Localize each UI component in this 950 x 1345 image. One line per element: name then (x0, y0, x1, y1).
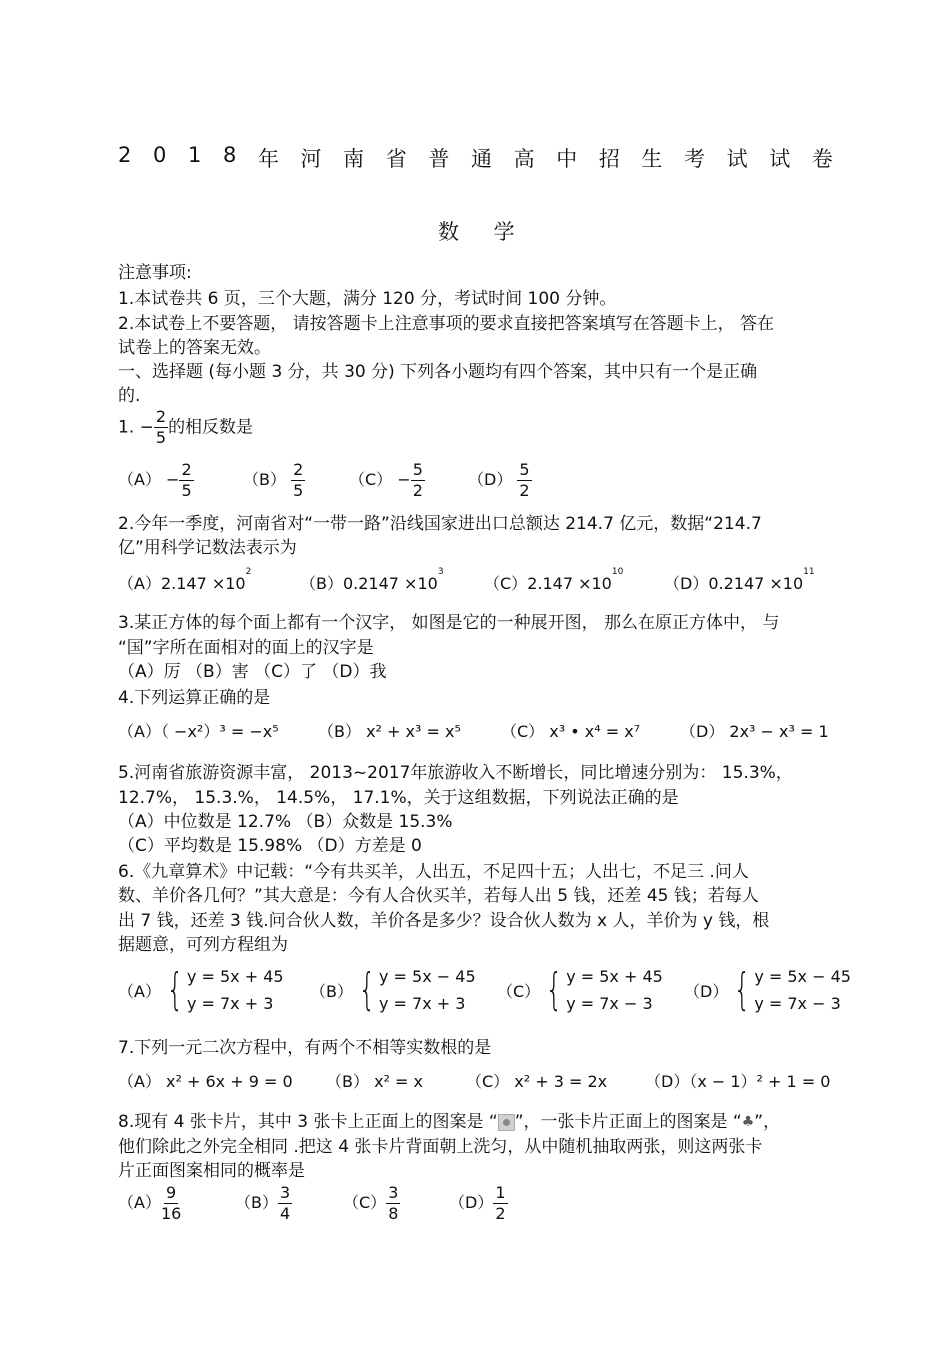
option-label: （C） (484, 574, 528, 593)
option-fraction (517, 460, 531, 501)
option-fraction (291, 460, 305, 501)
option-label: （B） (310, 981, 353, 1001)
q8-option-c (343, 1183, 400, 1224)
question-6-line1: 6.《九章算术》中记载：“今有共买羊，人出五，不足四十五；人出七，不足三 .问人 (118, 862, 749, 882)
q8-option-d (449, 1183, 508, 1224)
q7-option-c: （C） x² + 3 = 2x (466, 1072, 608, 1091)
fraction-denominator: 2 (519, 481, 530, 500)
equation-line: y = 7x + 3 (186, 994, 274, 1013)
option-label: （A） (118, 1193, 161, 1212)
option-base: 2.147 ×10 (527, 574, 612, 593)
title-char: 高 (513, 147, 535, 171)
fraction-denominator: 2 (495, 1204, 506, 1223)
title-char: 南 (343, 147, 365, 171)
question-5-line2: 12.7%， 15.3.%， 14.5%， 17.1%，关于这组数据，下列说法正确的是 (118, 788, 679, 808)
title-char: 8 (222, 143, 237, 167)
q2-option-a (118, 567, 252, 594)
option-label: （B） (300, 574, 343, 593)
q6-option-c (497, 963, 663, 1017)
option-fraction (493, 1183, 507, 1224)
question-8-line1 (118, 1107, 780, 1132)
q2-option-b (300, 567, 444, 594)
question-1 (118, 407, 253, 448)
q4-option-d: （D） 2x³ − x³ = 1 (680, 722, 829, 741)
notice-2-line2: 试卷上的答案无效。 (118, 338, 271, 358)
exam-title (118, 143, 833, 173)
option-label: （A） (118, 574, 161, 593)
equation-system (118, 963, 284, 1017)
q8-text: 8.现有 4 张卡片，其中 3 张卡上正面上的图案是 “ (118, 1112, 498, 1132)
fraction-numerator: 3 (279, 1183, 291, 1202)
equation-system (497, 963, 663, 1017)
title-char: 1 (187, 143, 202, 167)
fraction-denominator: 2 (412, 481, 423, 500)
title-char: 试 (769, 147, 791, 171)
question-5-line1: 5.河南省旅游资源丰富， 2013~2017年旅游收入不断增长，同比增速分别为： 15.3%， (118, 763, 793, 783)
option-label: （D） (449, 1193, 494, 1212)
question-5-options-cd: （C）平均数是 15.98% （D）方差是 0 (118, 836, 422, 856)
q1-option-b (243, 460, 305, 501)
question-5-options-ab: （A）中位数是 12.7% （B）众数是 15.3% (118, 812, 453, 832)
option-label: （C） (343, 1193, 387, 1212)
question-2-line1: 2.今年一季度，河南省对“一带一路”沿线国家进出口总额达 214.7 亿元，数据“214.7 (118, 514, 762, 534)
option-label: （D） (684, 981, 729, 1001)
q1-fraction (154, 407, 168, 448)
q6-option-d (684, 963, 851, 1017)
title-char: 年 (257, 147, 279, 171)
question-6-line4: 据题意，可列方程组为 (118, 935, 288, 955)
fraction-denominator: 5 (155, 428, 167, 447)
card-pattern-club-icon: ♣ (741, 1114, 755, 1130)
q4-option-a: （A）（ −x²）³ = −x⁵ (118, 722, 279, 741)
q1-option-a (118, 460, 194, 501)
question-3-line2: “国”字所在面相对的面上的汉字是 (118, 638, 374, 658)
option-label: （A） (118, 470, 161, 489)
fraction-denominator: 8 (388, 1204, 399, 1223)
question-2-line2: 亿”用科学记数法表示为 (118, 538, 297, 558)
q1-prefix: 1. − (118, 417, 154, 438)
q7-option-a: （A） x² + 6x + 9 = 0 (118, 1072, 293, 1091)
fraction-numerator: 5 (412, 460, 423, 479)
equation-line: y = 5x + 45 (566, 967, 663, 986)
notice-heading: 注意事项: (118, 263, 192, 283)
title-char: 2 (118, 143, 132, 167)
option-base: 0.2147 ×10 (708, 574, 804, 593)
question-4: 4.下列运算正确的是 (118, 688, 271, 708)
option-fraction (179, 460, 193, 501)
q8-text: ”， (754, 1112, 781, 1132)
q6-option-a (118, 963, 284, 1017)
question-8-line2: 他们除此之外完全相同 .把这 4 张卡片背面朝上洗匀，从中随机抽取两张，则这两张卡 (118, 1137, 763, 1157)
title-char: 生 (641, 147, 663, 171)
q6-option-b (310, 963, 476, 1017)
option-fraction (278, 1183, 292, 1224)
minus-sign: − (166, 470, 180, 489)
option-label: （C） (349, 470, 393, 489)
equation-line: y = 5x + 45 (186, 967, 284, 986)
equation-system (684, 963, 851, 1017)
q8-text: ”，一张卡片正面上的图案是 “ (514, 1112, 742, 1132)
fraction-numerator: 1 (495, 1183, 506, 1202)
option-label: （D） (468, 470, 513, 489)
q2-option-d (664, 567, 815, 594)
option-label: （C） (497, 981, 541, 1001)
section-1-heading: 一、选择题 (每小题 3 分，共 30 分) 下列各小题均有四个答案，其中只有一个是正确 (118, 362, 758, 382)
equation-line: y = 5x − 45 (754, 967, 851, 986)
left-brace-icon: { (733, 964, 751, 1015)
option-label: （D） (664, 574, 709, 593)
title-char: 普 (428, 147, 450, 171)
card-pattern-circle-icon (498, 1114, 515, 1131)
q1-option-c (349, 460, 425, 501)
option-base: 2.147 ×10 (160, 574, 246, 593)
fraction-numerator: 3 (388, 1183, 399, 1202)
q4-option-c: （C） x³ • x⁴ = x⁷ (501, 722, 641, 741)
q8-option-a (118, 1183, 181, 1224)
title-char: 招 (598, 147, 620, 171)
option-label: （A） (118, 981, 161, 1001)
left-brace-icon: { (358, 964, 376, 1015)
subject-title: 数 学 (438, 220, 529, 244)
left-brace-icon: { (545, 964, 563, 1015)
equation-line: y = 7x − 3 (754, 994, 841, 1013)
fraction-numerator: 2 (293, 460, 304, 479)
option-exponent: 10 (611, 567, 624, 577)
left-brace-icon: { (166, 964, 184, 1015)
section-1-heading-cont: 的. (118, 386, 141, 406)
title-char: 省 (385, 147, 407, 171)
option-fraction (161, 1183, 181, 1224)
fraction-denominator: 16 (160, 1204, 182, 1223)
option-label: （B） (243, 470, 286, 489)
fraction-numerator: 5 (519, 460, 530, 479)
option-base: 0.2147 ×10 (342, 574, 438, 593)
option-fraction (386, 1183, 400, 1224)
fraction-denominator: 5 (293, 481, 304, 500)
option-exponent: 3 (437, 567, 444, 577)
fraction-numerator: 2 (155, 407, 167, 426)
question-3-options: （A）厉 （B）害 （C）了 （D）我 (118, 662, 387, 682)
q8-option-b (235, 1183, 292, 1224)
question-6-line2: 数、羊价各几何？”其大意是：今有人合伙买羊，若每人出 5 钱，还差 45 钱；若每人 (118, 886, 759, 906)
question-7: 7.下列一元二次方程中，有两个不相等实数根的是 (118, 1038, 492, 1058)
notice-2-line1: 2.本试卷上不要答题， 请按答题卡上注意事项的要求直接把答案填写在答题卡上， 答在 (118, 314, 775, 334)
equation-line: y = 5x − 45 (378, 967, 476, 986)
q2-option-c (484, 567, 624, 594)
equation-line: y = 7x + 3 (378, 994, 466, 1013)
title-char: 河 (300, 147, 322, 171)
question-8-line3: 片正面图案相同的概率是 (118, 1161, 305, 1181)
option-fraction (411, 460, 425, 501)
fraction-numerator: 2 (181, 460, 192, 479)
title-char: 试 (726, 147, 748, 171)
title-char: 中 (556, 147, 578, 171)
title-char: 卷 (811, 147, 833, 171)
equation-line: y = 7x − 3 (566, 994, 653, 1013)
q1-suffix: 的相反数是 (168, 417, 254, 438)
option-exponent: 2 (245, 567, 252, 577)
q7-option-d: （D）（x − 1）² + 1 = 0 (645, 1072, 831, 1091)
option-exponent: 11 (803, 567, 815, 577)
option-label: （B） (235, 1193, 278, 1212)
question-6-line3: 出 7 钱，还差 3 钱.问合伙人数，羊价各是多少？设合伙人数为 x 人，羊价为 y 钱，根 (118, 911, 770, 931)
title-char: 0 (152, 143, 167, 167)
fraction-numerator: 9 (166, 1183, 177, 1202)
title-char: 通 (470, 147, 492, 171)
q1-option-d (468, 460, 532, 501)
fraction-denominator: 4 (279, 1204, 291, 1223)
fraction-denominator: 5 (181, 481, 192, 500)
minus-sign: − (397, 470, 411, 489)
q7-option-b: （B） x² = x (326, 1072, 423, 1091)
notice-1: 1.本试卷共 6 页，三个大题，满分 120 分，考试时间 100 分钟。 (118, 289, 617, 309)
title-char: 考 (684, 147, 706, 171)
question-3-line1: 3.某正方体的每个面上都有一个汉字， 如图是它的一种展开图， 那么在原正方体中， 与 (118, 613, 780, 633)
q4-option-b: （B） x² + x³ = x⁵ (318, 722, 461, 741)
equation-system (310, 963, 476, 1017)
